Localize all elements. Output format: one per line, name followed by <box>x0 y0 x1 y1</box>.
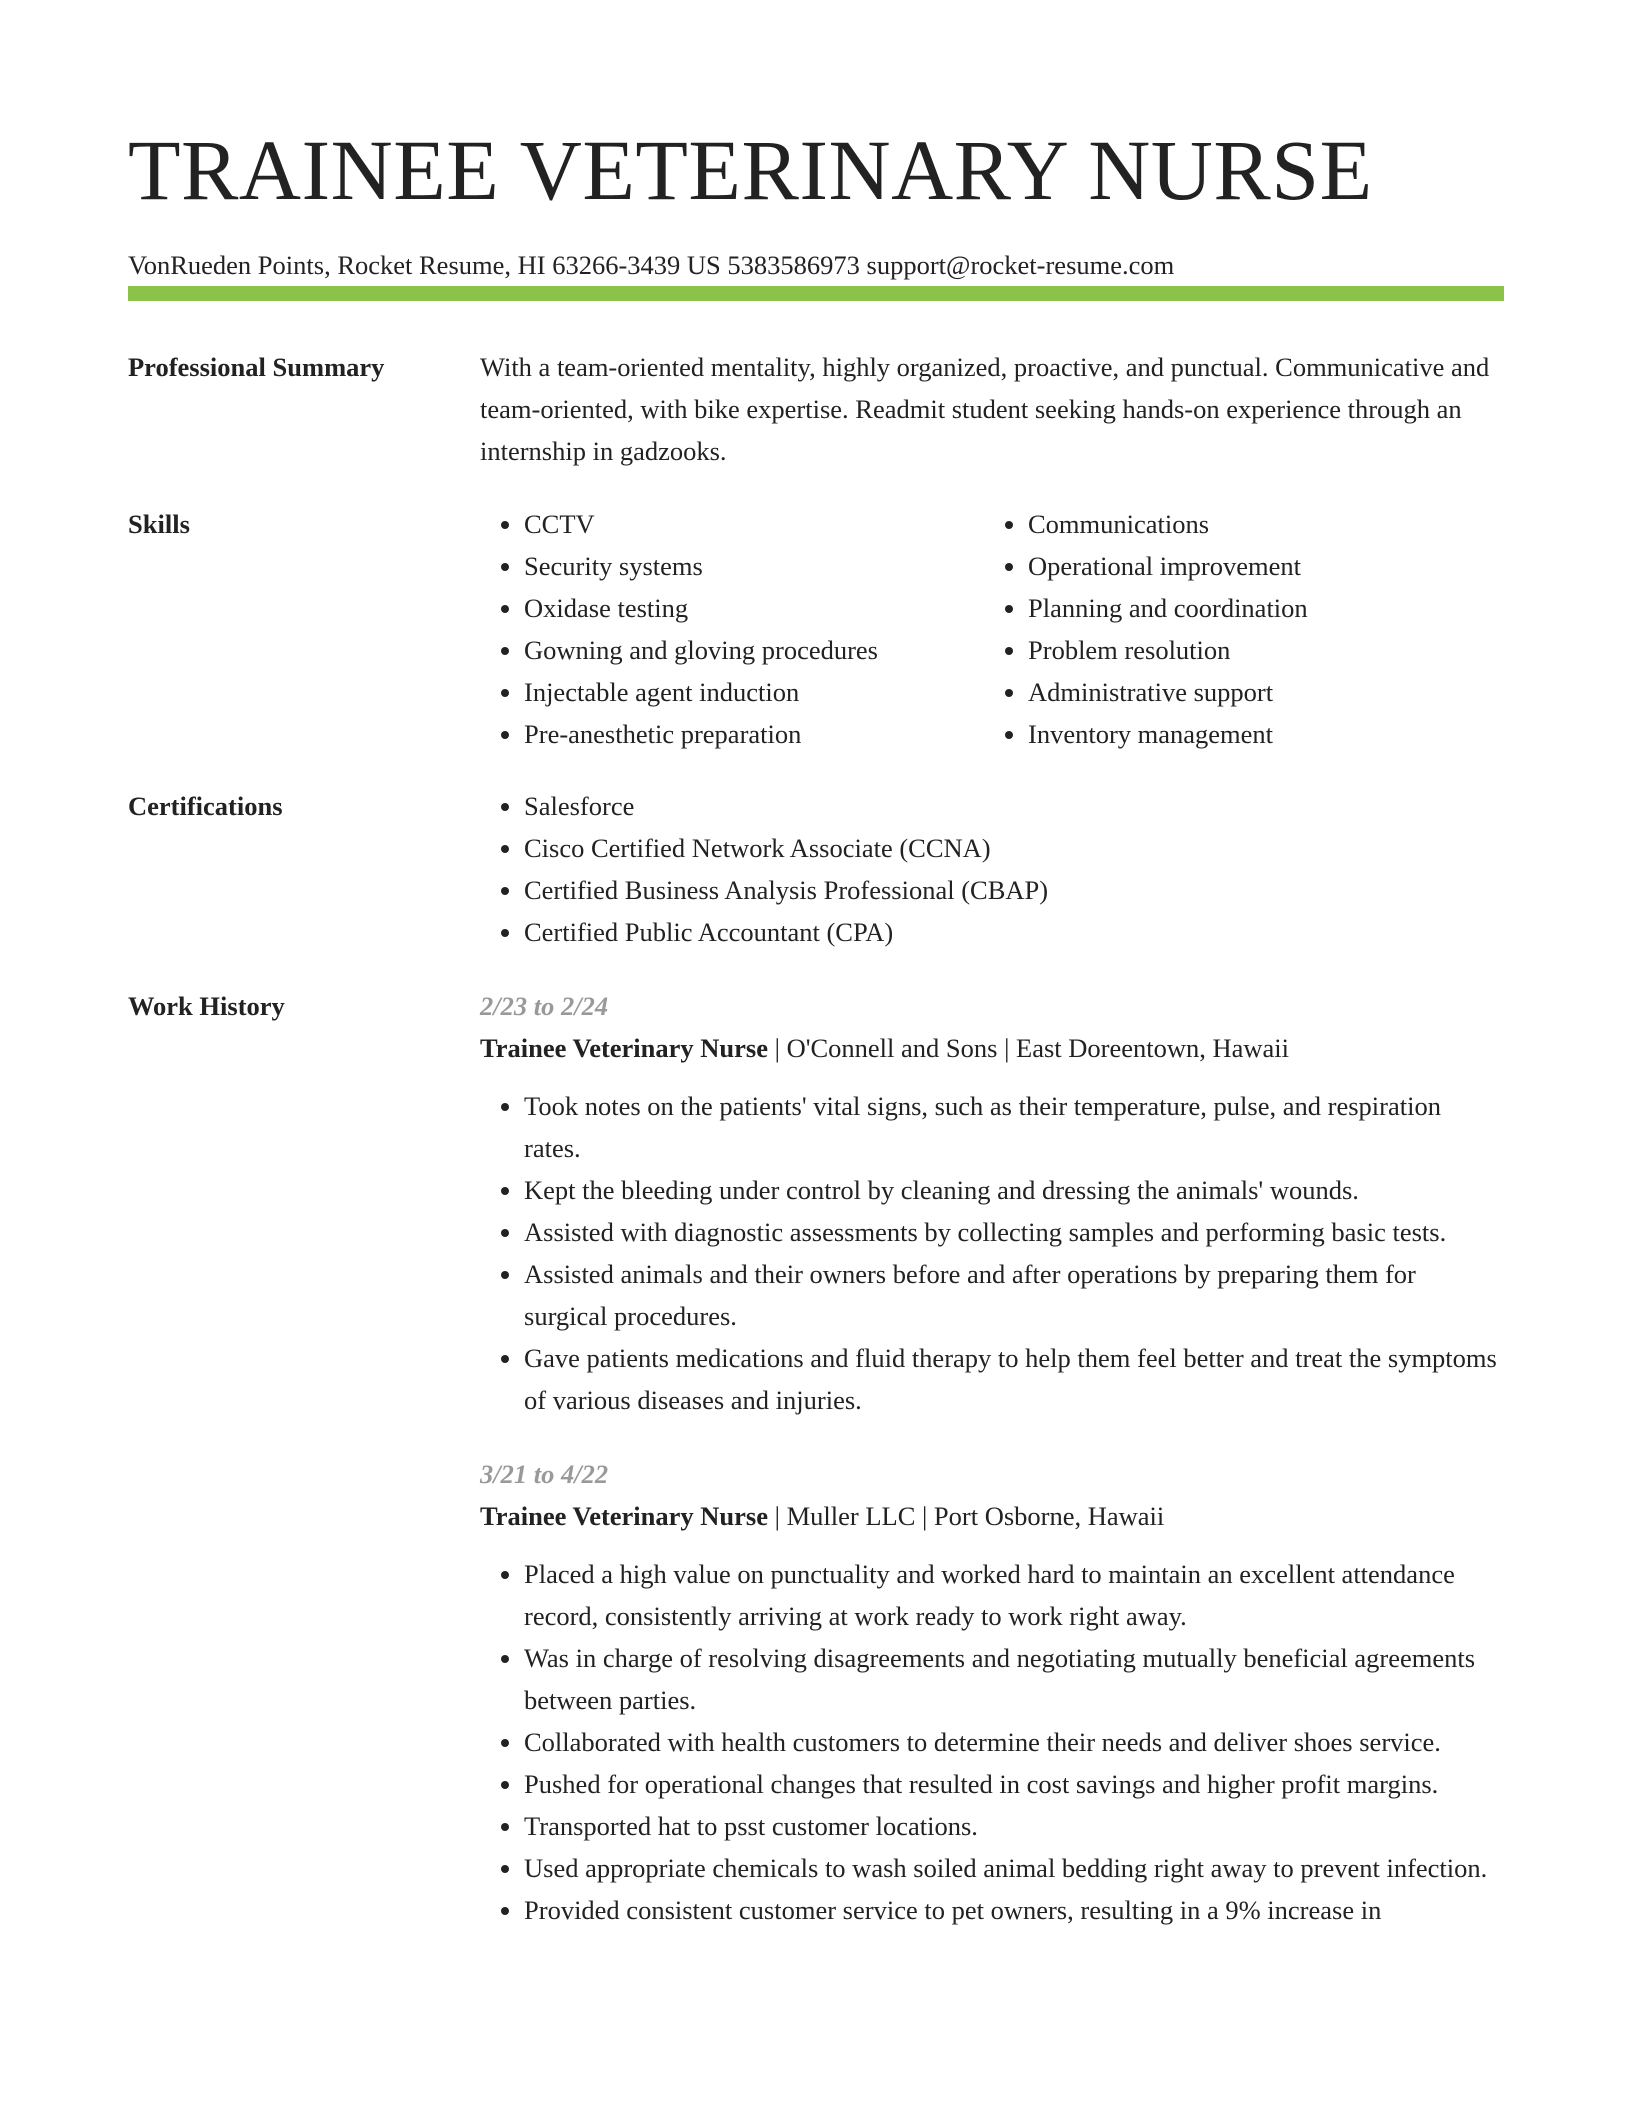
job-dates: 2/23 to 2/24 <box>480 991 609 1021</box>
job-title: Trainee Veterinary Nurse <box>480 1501 769 1531</box>
job-bullet: • Transported hat to psst customer locations. <box>524 1805 1504 1847</box>
resume-name: TRAINEE VETERINARY NURSE <box>128 122 1373 218</box>
job-title: Trainee Veterinary Nurse <box>480 1033 769 1063</box>
certification-item: • Certified Public Accountant (CPA) <box>524 911 1504 953</box>
skill-item: • Operational improvement <box>1028 545 1504 587</box>
skill-item: • Planning and coordination <box>1028 587 1504 629</box>
skills-column-left <box>480 503 984 755</box>
job-bullet: • Provided consistent customer service to pet owners, resulting in a 9% increase in <box>524 1889 1504 1931</box>
job-bullet: • Collaborated with health customers to determine their needs and deliver shoes service. <box>524 1721 1504 1763</box>
certification-item: • Salesforce <box>524 785 1504 827</box>
job-bullet: • Used appropriate chemicals to wash soiled animal bedding right away to prevent infection. <box>524 1847 1504 1889</box>
skills-label: Skills <box>128 509 190 539</box>
job-bullet: • Assisted animals and their owners before and after operations by preparing them for surgical procedures. <box>524 1253 1504 1337</box>
professional-summary-text: With a team-oriented mentality, highly organized, proactive, and punctual. Communicative and team-oriented, with bike expertise. Readmit student seeking hands-on experience through an internship in gadzooks. <box>480 352 1490 466</box>
skill-item: • Security systems <box>524 545 984 587</box>
certifications-label: Certifications <box>128 791 283 821</box>
job-entry <box>480 985 1504 1421</box>
skill-item: • Oxidase testing <box>524 587 984 629</box>
certification-item: • Cisco Certified Network Associate (CCNA) <box>524 827 1504 869</box>
job-bullet: • Kept the bleeding under control by cleaning and dressing the animals' wounds. <box>524 1169 1504 1211</box>
certifications-list <box>480 785 1504 953</box>
job-bullet: • Was in charge of resolving disagreements and negotiating mutually beneficial agreements between parties. <box>524 1637 1504 1721</box>
job-bullet: • Gave patients medications and fluid therapy to help them feel better and treat the symptoms of various diseases and injuries. <box>524 1337 1504 1421</box>
skill-item: • CCTV <box>524 503 984 545</box>
certification-item: • Certified Business Analysis Professional (CBAP) <box>524 869 1504 911</box>
professional-summary-label: Professional Summary <box>128 352 385 382</box>
job-heading <box>480 1027 1504 1069</box>
professional-summary-body <box>480 346 1504 472</box>
skills-body <box>480 503 1504 755</box>
resume-header <box>128 118 1504 284</box>
certifications-body <box>480 785 1504 953</box>
job-bullet: • Pushed for operational changes that resulted in cost savings and higher profit margins. <box>524 1763 1504 1805</box>
job-responsibilities <box>480 1085 1504 1421</box>
job-entry <box>480 1453 1504 1931</box>
skill-item: • Administrative support <box>1028 671 1504 713</box>
job-bullet: • Took notes on the patients' vital signs, such as their temperature, pulse, and respiration rates. <box>524 1085 1504 1169</box>
job-bullet: • Placed a high value on punctuality and worked hard to maintain an excellent attendance record, consistently arriving at work ready to work right away. <box>524 1553 1504 1637</box>
skill-item: • Injectable agent induction <box>524 671 984 713</box>
work-history-body <box>480 985 1504 1931</box>
job-responsibilities <box>480 1553 1504 1931</box>
header-divider <box>128 286 1504 301</box>
work-history-label: Work History <box>128 991 285 1021</box>
job-heading <box>480 1495 1504 1537</box>
job-company-location: | Muller LLC | Port Osborne, Hawaii <box>768 1501 1165 1531</box>
skills-column-right <box>984 503 1504 755</box>
job-company-location: | O'Connell and Sons | East Doreentown, Hawaii <box>768 1033 1290 1063</box>
skill-item: • Problem resolution <box>1028 629 1504 671</box>
skill-item: • Pre-anesthetic preparation <box>524 713 984 755</box>
job-dates: 3/21 to 4/22 <box>480 1459 609 1489</box>
skill-item: • Communications <box>1028 503 1504 545</box>
skill-item: • Gowning and gloving procedures <box>524 629 984 671</box>
skill-item: • Inventory management <box>1028 713 1504 755</box>
contact-info: VonRueden Points, Rocket Resume, HI 63266-3439 US 5383586973 support@rocket-resume.com <box>128 250 1175 280</box>
job-bullet: • Assisted with diagnostic assessments by collecting samples and performing basic tests. <box>524 1211 1504 1253</box>
